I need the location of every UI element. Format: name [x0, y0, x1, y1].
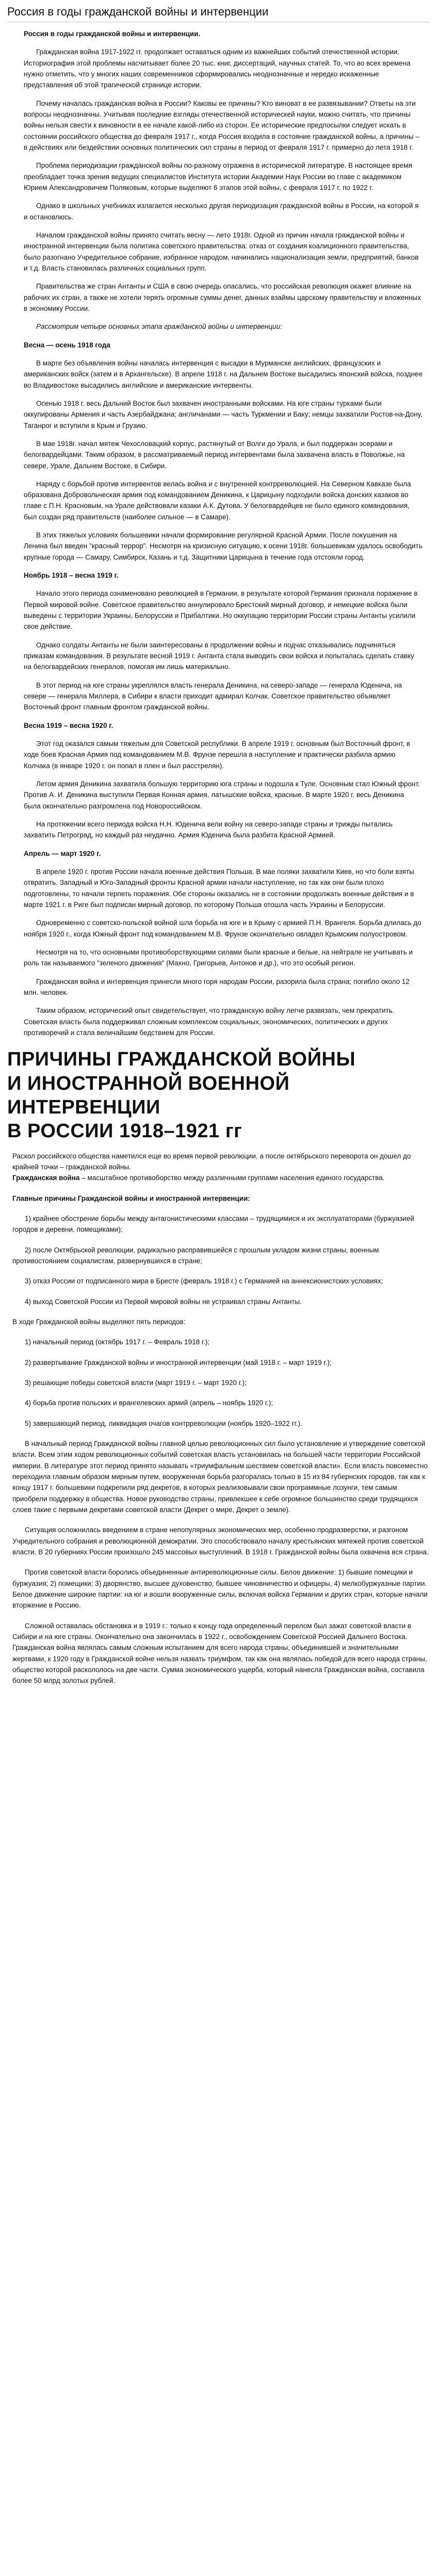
article-paragraph: Началом гражданской войны принято считать весну — лето 1918г. Одной из причин начала гражданской войны и иностранной интервенции была политика советского правительства: отказ от создания коалиционного правительства, было разогнано Учредительное собрание, избранное народом, начинались национализация земли, предприятий, банков и т.д. Власть становилась различных социальных групп. [24, 231, 419, 272]
cause-item: 4) выход Советской России из Первой мировой войны не устраивал страны Антанты. [25, 1297, 302, 1306]
section-title-line: ПРИЧИНЫ ГРАЖДАНСКОЙ ВОЙНЫ [7, 1048, 356, 1071]
article-paragraph: В мае 1918г. начал мятеж Чехословацкий корпус, растянутый от Волги до Урала, и был поддержан эсерами и белогвардейцами. Таким образом, в рассматриваемый период интервентами была захвачена власть в Поволжье, на севере, Урале, Дальнем Востоке, в Сибири. [24, 439, 405, 470]
article-paragraph: Осенью 1918 г. весь Дальний Восток был захвачен иностранными войсками. На юге страны турками были оккупированы Армения и часть Азербайджана; англичанами — часть Туркмении и Баку; немцы захватили Ростов-на-Дону, Таганрог и вступили в Крым и Грузию. [24, 399, 423, 430]
article-paragraph: Однако солдаты Антанты не были заинтересованы в продолжении войны и подчас отказывались подчиняться приказам командования. В результате весной 1919 г. Антанта стала выводить свои войска и попыталась сделать ставку на белогвардейских генералов, помогая им лишь материально. [24, 641, 414, 671]
periods-list [12, 1337, 430, 1429]
period-heading: Весна — осень 1918 года [24, 341, 110, 349]
article-paragraphs [24, 46, 423, 1038]
article-paragraph: Почему началась гражданская война в России? Каковы ее причины? Кто виноват в ее развязывании? Ответы на эти вопросы неоднозначны. Учитывая последние взгляды отечественной историческей науки, можно считать, что причины войны нельзя свести к виновности в ее начале какой-либо из сторон. Ее исторические предпосылки следует искать в состоянии российского общества до февраля 1917 г., когда Россия входила в состояние гражданской войны, а причины – в действиях или бездействии основных политических сил страны в период от февраля 1917 г. примерно до лета 1918 г. [24, 99, 419, 151]
section-title-line: И ИНОСТРАННОЙ ВОЕННОЙ ИНТЕРВЕНЦИИ [7, 1072, 290, 1118]
article-paragraph: В этот период на юге страны укреплялся власть генерала Деникина, на северо-западе — генерала Юденича, на севере — генерала Миллера, в Сибири к власти приходит адмирал Колчак. Советское правительство объявляет Восточный фронт главным фронтом гражданской войны. [24, 681, 402, 711]
article-paragraph: Гражданская война и интервенция принесли много горя народам России, разорила была страна; погибло около 12 млн. человек. [24, 977, 410, 996]
article-paragraph: Рассмотрим четыре основных этапа гражданской войны и интервенции: [36, 323, 282, 331]
period-heading: Ноябрь 1918 – весна 1919 г. [24, 571, 119, 580]
article-subtitle: Россия в годы гражданской войны и интервенции. [24, 30, 201, 38]
periods-intro: В ходе Гражданской войны выделяют пять периодов: [12, 1318, 186, 1326]
article-paragraph: В марте без объявления войны началась интервенция с высадки в Мурманске английских, французских и американских войск (затем и в Архангельске). В апреле 1918 г. на Дальнем Востоке высадились японский войска, позднее во Владивостоке высадились английские и американские интервенты. [24, 359, 423, 389]
article-paragraph: Таким образом, исторический опыт свидетельствует, что гражданскую войну легче развязать, чем прекратить. Советская власть была поддерживал сложным комплексом социальных, экономических, политических и других противоречий и стала величайшим бедствием для России. [24, 1007, 395, 1037]
article-paragraph: Гражданская война 1917-1922 гг. продолжает оставаться одним из важнейших событий отечественной истории. Историография этой проблемы насчитывает более 20 тыс. книг, диссертаций, научных статей. То, что во всех времена нужно отметить, что у многих наших современников сформировались неоднозначные и нередко искаженные представления об этой трагической странице истории. [24, 48, 411, 89]
article-paragraph: Этот год оказался самым тяжелым для Советской республики. В апреле 1919 г. основным был Восточный фронт, в ходе боев Красная Армия под командованием М.В. Фрунзе перешла в наступление и практически разбила армию Колчака (в январе 1920 г. он попал в плен и был расстрелян). [24, 740, 410, 770]
article-paragraph: Однако в школьных учебниках излагается несколько другая периодизация гражданской войны в России, на которой я и остановлюсь. [24, 202, 419, 221]
period-item: 1) начальный период (октябрь 1917 г. – Февраль 1918 г.); [25, 1338, 210, 1346]
cause-item: 1) крайнее обострение борьбы между антагонистическими классами – трудящимися и их эксплуататорами (буржуазией городов и деревни, помещиками); [12, 1215, 414, 1234]
cause-item: 2) после Октябрьской революции, радикально расправившейся с прошлым укладом жизни страны, военным противостоянием социалистам, развернувшихся в стране; [12, 1246, 379, 1265]
article-paragraph: Наряду с борьбой против интервентов велась война и с внутренней контрреволюцией. На Северном Кавказе была образована Добровольческая армия под командованием Деникина, к Царицыну подходили войска донских казаков во главе с П.Н. Красновым, на Урале действовали казаки А.К. Дутова. У белогвардейцев не было единого командования, был создан ряд правительств (наиболее сильное — в Самаре). [24, 480, 411, 521]
closing-paragraph: Против советской власти боролись объединенные антиреволюционные силы. Белое движение: 1) бывшие помещики и буржуазия; 2) помещики; 3) дворянство, высшее духовенство, бывшее чиновничество и офицеры, 4) мелкобуржуазные партии. Белое движение широкие партии: на юг и вошли вооруженные силы, включая войска Германии и других стран, которые начали вторжение в Россию. [12, 1568, 428, 1610]
article-paragraph: В апреле 1920 г. против России начала военные действия Польша. В мае поляки захватили Киев, но что боли взяты отвратить. Западный и Юго-Западный фронты Красной армии начали наступление, но так как они были плохо подготовлены, то начали терпеть поражения. Обе стороны оказались не в состоянии продолжать военные действия и в марте 1921 г. в Риге был подписан мирный договор, по которому Польша отошла часть Украины и Белоруссии. [24, 868, 414, 909]
causes-heading: Главные причины Гражданской войны и иностранной интервенции: [12, 1194, 250, 1202]
article-paragraph: Летом армия Деникина захватила большую территорию юга страны и подошла к Туле. Основным стал Южный фронт. Против А. И. Деникина выступили Первая Конная армия, латышские войска, красные. В марте 1920 г. весь Деникина была окончательно разгромлена под Новороссийском. [24, 780, 420, 810]
period-heading: Весна 1919 – весна 1920 г. [24, 721, 114, 729]
article-paragraph: Проблема периодизации гражданской войны по-разному отражена в исторической литературе. В настоящее время преобладает точка зрения ведущих специалистов Института истории Академии Наук России во главе с академиком Юрием Александровичем Поляковым, которые выделяют 6 этапов этой войны, с февраля 1917 г. по 1922 г. [24, 162, 412, 192]
closing-paragraph: Сложной оставалась обстановка и в 1919 г.: только к концу года определенный перелом был зажат советской власти в Сибири и на юге страны. Окончательно она закончилась в 1922 г., освобождением Советской Россией Дальнего Востока. Гражданская война являлась самым сложным испытанием для всего народа страны, объединившей и значительными жертвами, к 1920 году в Гражданской войне нельзя назвать триумфом, так как она являлась победой для всего народа страны, общество которой раскололось на две части. Сумма экономического ущерба, который нанесла Гражданская война, составила более 50 млрд золотых рублей. [12, 1621, 427, 1685]
section-intro-rest: – масштабное противоборство между различными группами населения единого государства. [82, 1174, 385, 1182]
section-title-line: В РОССИИ 1918–1921 гг [7, 1120, 242, 1142]
page-title: Россия в годы гражданской войны и интервенции [7, 5, 430, 22]
article-paragraph: Несмотря на то, что основными противоборствующими силами были красные и белые, на нейтрале не учитывать и роль так называемого "зеленого движения" (Махно, Григорьев, Антонов и др.), что это особый регион. [24, 948, 413, 967]
period-item: 2) развертывание Гражданской войны и иностранной интервенции (май 1918 г. – март 1919 г.); [25, 1358, 332, 1366]
section-body [7, 1151, 430, 1687]
closing-paragraphs [12, 1438, 430, 1687]
causes-list [12, 1213, 430, 1307]
article-paragraph: В этих тяжелых условиях большевики начали формирование регулярной Красной Армии. После покушения на Ленина был введен "красный террор". Несмотря на кризисную ситуацию, к осени 1918г. большевикам удалось освободить крупные города — Самару, Симбирск, Казань и т.д. Защитники Царицына в течение года отстояли город. [24, 531, 423, 561]
section-title [7, 1047, 430, 1143]
section-intro-bold: Гражданская война [12, 1174, 80, 1182]
article-paragraph: Правительства же стран Антанты и США в свою очередь опасались, что российская революция окажет влияние на рабочих их стран, а также не хотели терять огромные суммы денег, данных взаймы царскому правительству и вложенных в экономику России. [24, 282, 421, 312]
section-intro [12, 1151, 430, 1184]
period-item: 4) борьба против польских и врангелевских армий (апрель – ноябрь 1920 г.); [25, 1399, 273, 1407]
closing-paragraph: В начальный период Гражданской войны главной целью революционных сил было установление и утверждение советской власти. Всем этим ходом революционных событий советская власть установилась на большей части территории Российской империи. В литературе этот период принято называть «триумфальным шествием советской власти». Если власть повсеместно переходила главным образом мирным путем, вооруженная борьба разгоралась только в 15 из 84 губернских городов, так как к концу 1917 г. большевики подкрепили ряд декретов, в которых реализовывали свои программные лозунги, тем самым приобрели поддержку в общества. Новое руководство страны, привлекшее к себе огромное большинство среди трудящихся слоев такие с первыми декретами советской власти (Декрет о мире, Декрет о земле). [12, 1439, 428, 1514]
closing-paragraph: Ситуация осложнилась введением в стране непопулярных экономических мер, особенно продразверстки, и разгоном Учредительного собрания и революционной демократии. Это способствовало началу крестьянских мятежей против советской власти. В 20 губерниях России произошло 245 массовых выступлений. В 1918 г. Гражданской войны была охвачена вся страна. [12, 1526, 429, 1556]
article-body [7, 23, 430, 1038]
article-paragraph: Одновременно с советско-польской войной шла борьба на юге и в Крыму с армией П.Н. Врангеля. Борьба длилась до ноября 1920 г., когда Южный фронт под командованием М.В. Фрунзе окончательно овладел Крымским полуостровом. [24, 919, 422, 938]
period-item: 5) завершающий период, ликвидация очагов контрреволюции (ноябрь 1920–1922 гг.). [25, 1419, 302, 1427]
article-paragraph: Начало этого периода ознаменовано революцией в Германии, в результате которой Германия признала поражение в Первой мировой войне. Советское правительство аннулировало Брестский мирный договор, и немецкие войска были выведены с территории Украины, Белоруссии и Прибалтики. Но оккупацию территории России страны Антанты усилили свое действие. [24, 590, 418, 631]
cause-item: 3) отказ России от подписанного мира в Бресте (февраль 1918 г.) с Германией на аннексионистских условиях; [25, 1277, 383, 1285]
period-item: 3) решающие победы советской власти (март 1919 г. – март 1920 г.); [25, 1378, 247, 1387]
section-intro-text: Раскол российского общества наметился еще во время первой революции, а после октябрьского переворота он дошел до крайней точки – гражданской войны. [12, 1152, 411, 1171]
article-paragraph: На протяжении всего периода войска Н.Н. Юденича вели войну на северо-западе страны и трижды пытались захватить Петроград, но каждый раз неудачно. Армия Юденича была разбита Красной Армией. [24, 820, 393, 839]
period-heading: Апрель — март 1920 г. [24, 849, 101, 857]
